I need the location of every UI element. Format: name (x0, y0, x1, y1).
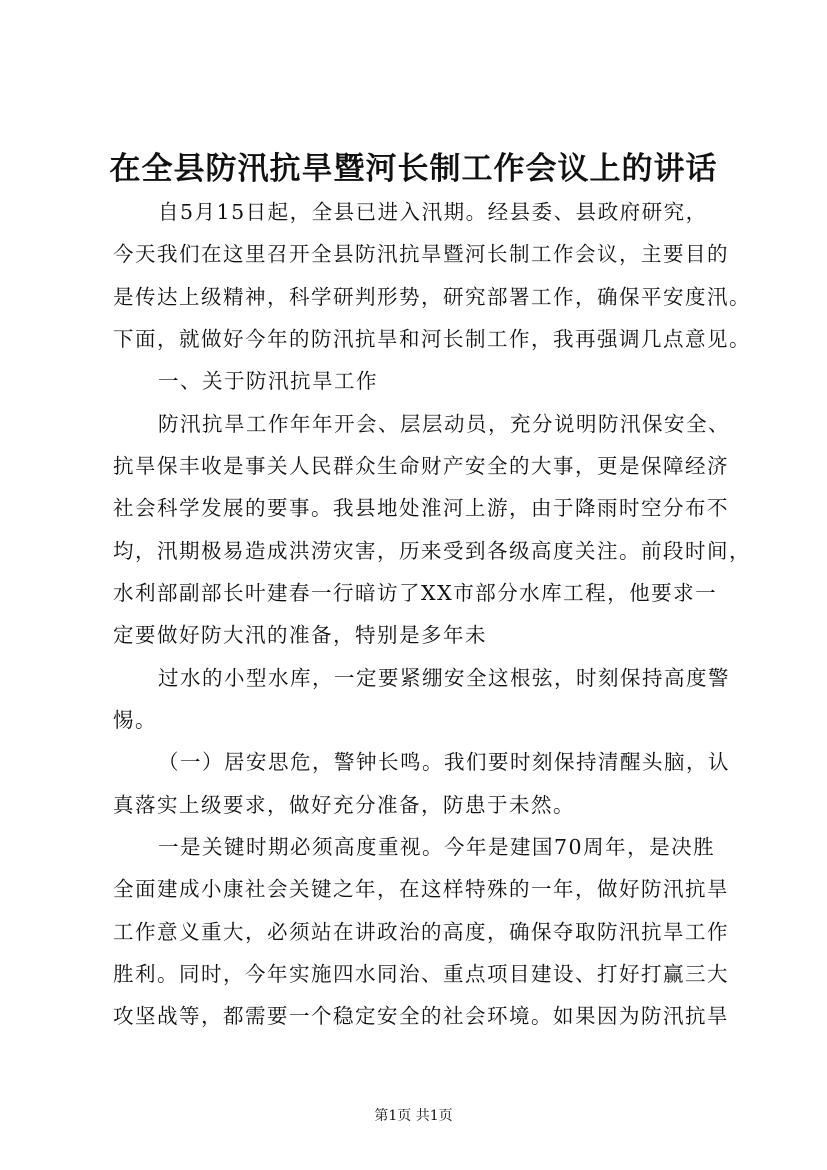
section-heading: 一、关于防汛抗旱工作 (158, 369, 378, 393)
paragraph-line: 防汛抗旱工作年年开会、层层动员，充分说明防汛保安全、 (158, 412, 730, 436)
paragraph-line: 自5月15日起，全县已进入汛期。经县委、县政府研究， (158, 200, 708, 224)
document-title: 在全县防汛抗旱暨河长制工作会议上的讲话 (109, 151, 718, 187)
paragraph-line: 攻坚战等，都需要一个稳定安全的社会环境。如果因为防汛抗旱 (113, 1004, 729, 1028)
page-number-footer: 第1页 共1页 (374, 1108, 453, 1124)
subsection-heading: （一）居安思危，警钟长鸣。我们要时刻保持清醒头脑，认 (158, 750, 730, 774)
paragraph-line: 惕。 (113, 708, 157, 732)
paragraph-line: 今天我们在这里召开全县防汛抗旱暨河长制工作会议，主要目的 (113, 242, 729, 266)
paragraph-line: 全面建成小康社会关键之年，在这样特殊的一年，做好防汛抗旱 (113, 877, 729, 901)
paragraph-line: 过水的小型水库，一定要紧绷安全这根弦，时刻保持高度警 (158, 666, 730, 690)
paragraph-line: 是传达上级精神，科学研判形势，研究部署工作，确保平安度汛。 (113, 285, 751, 309)
paragraph-line: 定要做好防大汛的准备，特别是多年未 (113, 623, 487, 647)
paragraph-line: 均，汛期极易造成洪涝灾害，历来受到各级高度关注。前段时间， (113, 539, 751, 563)
paragraph-line: 社会科学发展的要事。我县地处淮河上游，由于降雨时空分布不 (113, 496, 729, 520)
paragraph-line: 工作意义重大，必须站在讲政治的高度，确保夺取防汛抗旱工作 (113, 920, 729, 944)
paragraph-line: 抗旱保丰收是事关人民群众生命财产安全的大事，更是保障经济 (113, 454, 729, 478)
paragraph-line: 下面，就做好今年的防汛抗旱和河长制工作，我再强调几点意见。 (113, 327, 751, 351)
paragraph-line: 胜利。同时，今年实施四水同治、重点项目建设、打好打赢三大 (113, 962, 729, 986)
paragraph-line: 水利部副部长叶建春一行暗访了XX市部分水库工程，他要求一 (113, 581, 718, 605)
paragraph-line: 真落实上级要求，做好充分准备，防患于未然。 (113, 793, 575, 817)
paragraph-line: 一是关键时期必须高度重视。今年是建国70周年，是决胜 (158, 835, 716, 859)
